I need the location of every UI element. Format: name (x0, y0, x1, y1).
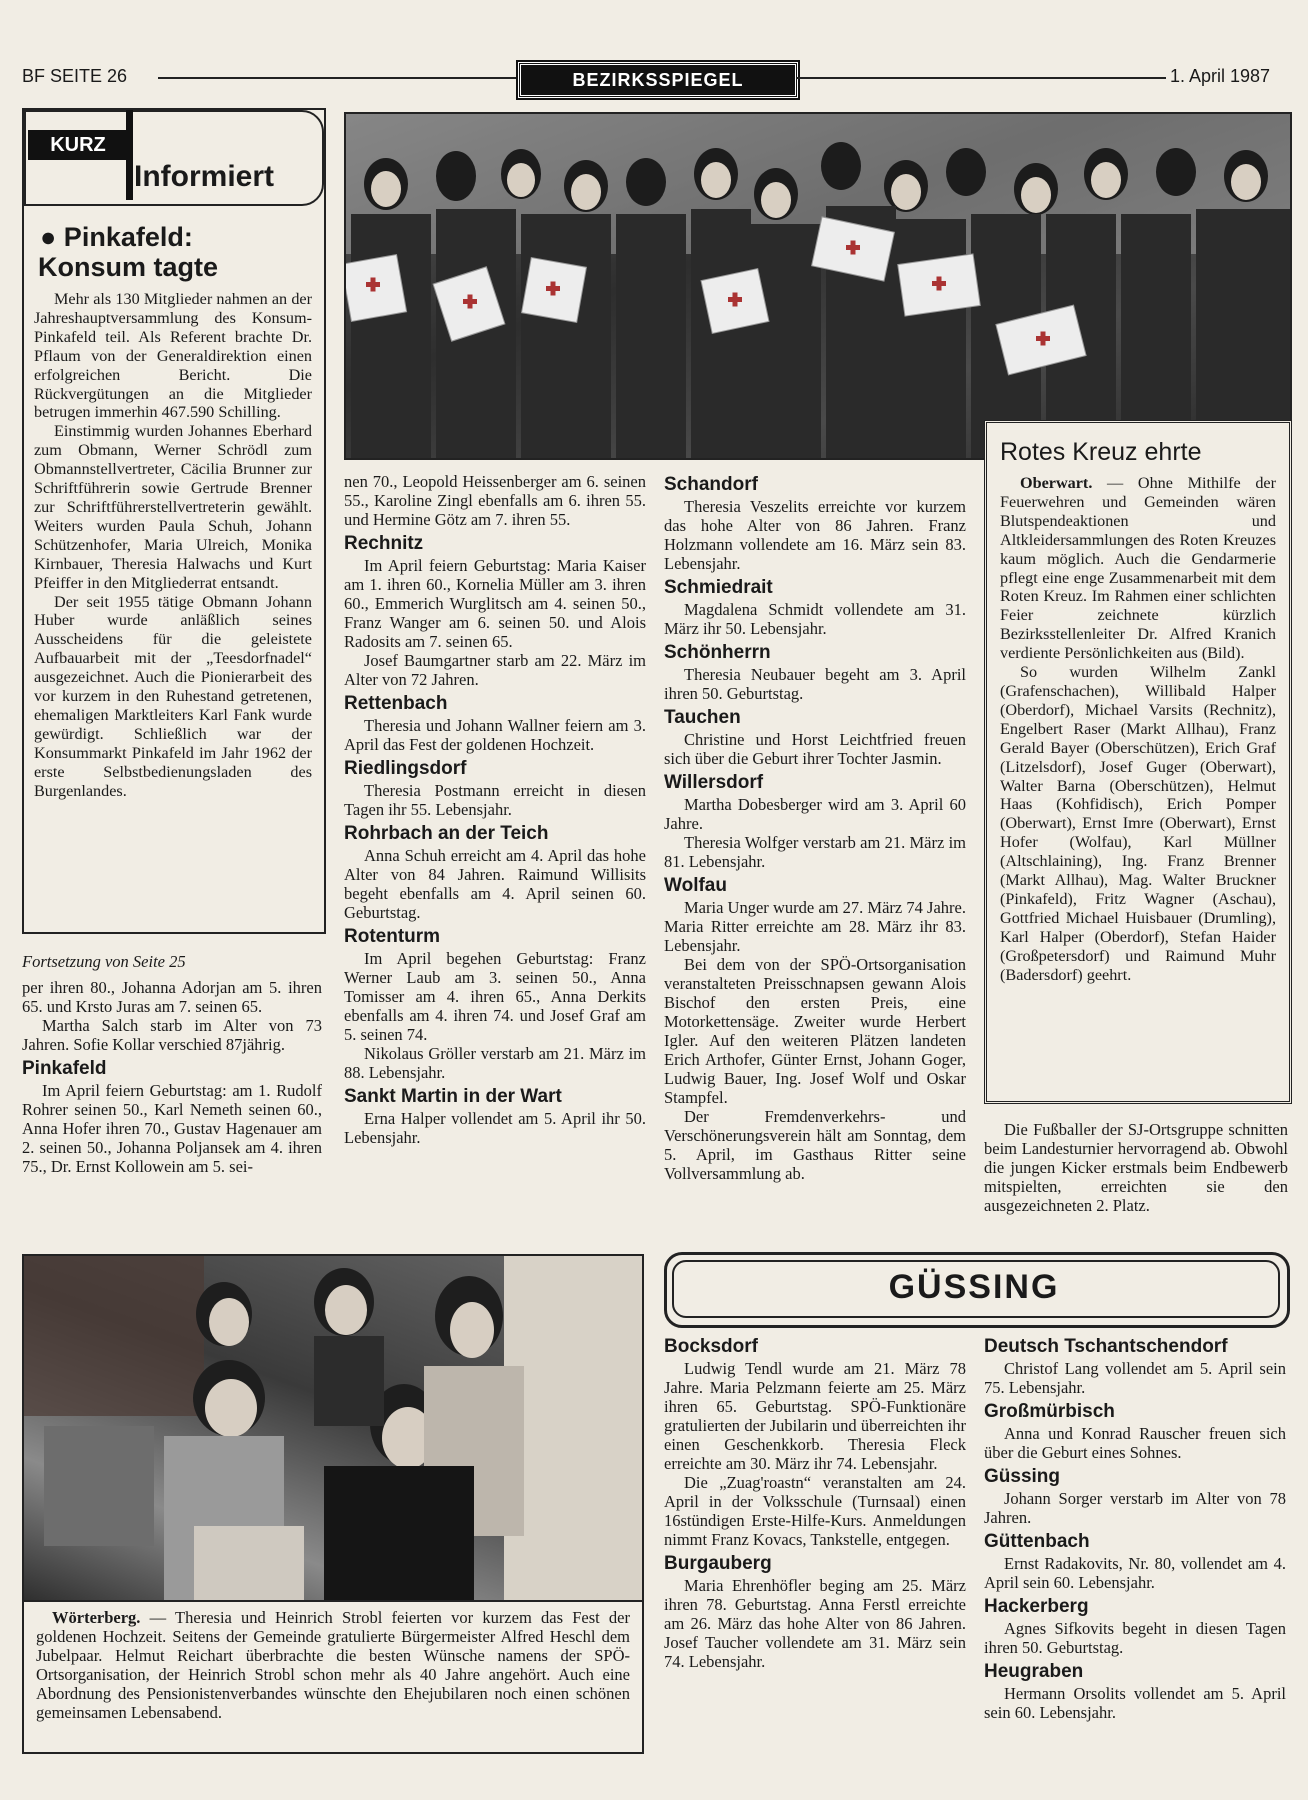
col1-para-3: Im April feiern Geburtstag: am 1. Rudolf Rohrer seinen 50., Karl Nemeth seinen 60., Anna Hofer ihren 70., Gustav Hagenauer am 2. seinen 50., Johanna Poljansek am 4. ihren 75., Dr. Ernst Kollowein am 5. sei- (22, 1081, 322, 1176)
header-rule-left (158, 77, 518, 79)
gl-para-1: Ludwig Tendl wurde am 21. März 78 Jahre. Maria Pelzmann feierte am 25. März ihren 65. Geburtstag. SPÖ-Funktionäre gratulierten der Jubilarin und überreichten ihr einen Geschenkkorb. Theresia Fleck erreichte am 30. März ihr 74. Lebensjahr. (664, 1359, 966, 1473)
section-title-text: BEZIRKSSPIEGEL (572, 70, 744, 90)
heading-wolfau: Wolfau (664, 875, 727, 896)
kurz-divider (126, 110, 133, 200)
heading-burgauberg: Burgauberg (664, 1553, 772, 1574)
section-title (518, 62, 798, 98)
col1-continued (22, 978, 322, 1176)
kurz-para-2: Einstimmig wurden Johannes Eberhard zum Obmann, Werner Schrödl zum Obmannstellvertreter, Cäcilia Brunner zur Schriftführerin sowie Gertrude Brenner zur Schriftführerstellvertreterin gewählt. Weiters wurden Paula Schuh, Johann Schützenhofer, Maria Ulreich, Monika Kirnbauer, Theresia Halwachs und Kurt Pfeiffer in den Mitgliederrat entsandt. (34, 422, 312, 592)
heading-bocksdorf: Bocksdorf (664, 1336, 758, 1357)
gl-para-3: Maria Ehrenhöfler beging am 25. März ihren 78. Geburtstag. Anna Ferstl erreichte am 26. März das hohe Alter von 86 Jahren. Josef Taucher vollendete am 31. März sein 74. Lebensjahr. (664, 1576, 966, 1671)
heading-sankt-martin: Sankt Martin in der Wart (344, 1086, 562, 1107)
col3-para-6: Theresia Wolfger verstarb am 21. März im 81. Lebensjahr. (664, 833, 966, 871)
col3-para-8: Bei dem von der SPÖ-Ortsorganisation veranstalteten Preisschnapsen gewann Alois Bischof den ersten Preis, eine Motorkettensäge. Zweiter wurde Herbert Igler. Auf den weiteren Plätzen landeten Erich Arthofer, Günter Ernst, Johann Goger, Ludwig Bauer, Ing. Josef Wolf und Oskar Stampfel. (664, 955, 966, 1107)
rotes-kreuz-body (1000, 474, 1276, 984)
col2-para-0: nen 70., Leopold Heissenberger am 6. seinen 55., Karoline Zingl ebenfalls am 6. ihren 55. und Hermine Götz am 7. ihren 55. (344, 472, 646, 529)
family-photo-graphic (24, 1256, 642, 1600)
gr-para-1: Christof Lang vollendet am 5. April sein 75. Lebensjahr. (984, 1359, 1286, 1397)
rotes-lead: Oberwart. (1020, 474, 1093, 492)
heading-schandorf: Schandorf (664, 474, 758, 495)
kurz-badge-text: KURZ (50, 134, 106, 156)
heading-heugraben: Heugraben (984, 1661, 1084, 1682)
heading-willersdorf: Willersdorf (664, 772, 764, 793)
page-number: BF SEITE 26 (22, 66, 128, 86)
kurz-para-1: Mehr als 130 Mitglieder nahmen an der Jahreshauptversammlung des Konsum-Pinkafeld teil. Als Referent brachte Dr. Pflaum von der Generaldirektion einen erfolgreichen Bericht. Die Rückvergütungen an die Mitglieder betrugen immerhin 467.590 Schilling. (34, 290, 312, 422)
rotes-para-1-text: — Ohne Mithilfe der Feuerwehren und Gemeinden wären Blutspendeaktionen und Altkleidersammlungen des Roten Kreuzes kaum möglich. Auch die Gendarmerie pflegt eine enge Zusammenarbeit mit dem Roten Kreuz. Im Rahmen einer schlichten Feier zeichnete kürzlich Bezirksstellenleiter Dr. Alfred Kranich verdiente Persönlichkeiten aus (Bild). (1000, 474, 1276, 663)
heading-schoenherrn: Schönherrn (664, 642, 771, 663)
rotes-kreuz-title: Rotes Kreuz ehrte (1000, 438, 1202, 466)
heading-guessing: Güssing (984, 1466, 1061, 1487)
col2-para-3: Theresia und Johann Wallner feiern am 3. April das Fest der goldenen Hochzeit. (344, 716, 646, 754)
caption-text: — Theresia und Heinrich Strobl feierten vor kurzem das Fest der goldenen Hochzeit. Seitens der Gemeinde gratulierte Bürgermeister Alfred Heschl dem Jubelpaar. Helmut Reichart überbrachte die besten Wünsche namens der SPÖ-Ortsorganisation, der Heinrich Strobl schon mehr als 40 Jahre angehört. Auch eine Abordnung des Pensionistenverbandes wünschte den Ehejubilaren noch einen schönen gemeinsamen Lebensabend. (36, 1608, 630, 1722)
guessing-title: GÜSSING (888, 1268, 1060, 1306)
heading-rotenturm: Rotenturm (344, 926, 441, 947)
rotes-kreuz-photo (344, 112, 1292, 460)
caption-lead: Wörterberg. (52, 1608, 141, 1627)
kurz-headline-2: Konsum tagte (38, 252, 219, 282)
heading-hackerberg: Hackerberg (984, 1596, 1089, 1617)
heading-rettenbach: Rettenbach (344, 693, 448, 714)
col3-para-4: Christine und Horst Leichtfried freuen sich über die Geburt ihrer Tochter Jasmin. (664, 730, 966, 768)
group-photo-graphic (346, 114, 1290, 458)
gr-para-5: Agnes Sifkovits begeht in diesen Tagen ihren 50. Geburtstag. (984, 1619, 1286, 1657)
col1-para-1: per ihren 80., Johanna Adorjan am 5. ihren 65. und Krsto Juras am 7. seinen 65. (22, 978, 322, 1016)
kurz-headline-1: ● Pinkafeld: (40, 222, 193, 252)
col3-para-3: Theresia Neubauer begeht am 3. April ihren 50. Geburtstag. (664, 665, 966, 703)
kurz-title: Informiert (134, 160, 275, 193)
header-rule-right (796, 77, 1166, 79)
col2-para-2: Josef Baumgartner starb am 22. März im Alter von 72 Jahren. (344, 651, 646, 689)
fortsetzung: Fortsetzung von Seite 25 (22, 952, 186, 971)
gr-para-6: Hermann Orsolits vollendet am 5. April sein 60. Lebensjahr. (984, 1684, 1286, 1722)
issue-date: 1. April 1987 (1170, 66, 1271, 86)
woerterberg-photo (22, 1254, 644, 1602)
fussball-note (984, 1120, 1288, 1215)
col3-para-1: Theresia Veszelits erreichte vor kurzem das hohe Alter von 86 Jahren. Franz Holzmann vollendete am 16. März sein 83. Lebensjahr. (664, 497, 966, 573)
col2-para-6: Im April begehen Geburtstag: Franz Werner Laub am 3. seinen 50., Anna Tomisser am 4. ihren 65., Anna Derkits ebenfalls am 4. ihren 74. und Josef Graf am 5. seinen 74. (344, 949, 646, 1044)
heading-deutsch-tschantschendorf: Deutsch Tschantschendorf (984, 1336, 1228, 1357)
col2-para-8: Erna Halper vollendet am 5. April ihr 50. Lebensjahr. (344, 1109, 646, 1147)
column-3 (664, 470, 966, 1183)
kurz-badge (28, 130, 128, 160)
col3-para-2: Magdalena Schmidt vollendete am 31. März ihr 50. Lebensjahr. (664, 600, 966, 638)
col2-para-7: Nikolaus Gröller verstarb am 21. März im 88. Lebensjahr. (344, 1044, 646, 1082)
heading-guettenbach: Güttenbach (984, 1531, 1090, 1552)
woerterberg-caption (36, 1608, 630, 1722)
gr-para-2: Anna und Konrad Rauscher freuen sich über die Geburt eines Sohnes. (984, 1424, 1286, 1462)
kurz-body (34, 290, 312, 800)
heading-tauchen: Tauchen (664, 707, 741, 728)
col1-para-2: Martha Salch starb im Alter von 73 Jahren. Sofie Kollar verschied 87jährig. (22, 1016, 322, 1054)
col3-para-9: Der Fremdenverkehrs- und Verschönerungsverein hält am Sonntag, dem 5. April, im Gasthaus Ritter seine Vollversammlung ab. (664, 1107, 966, 1183)
fussball-para: Die Fußballer der SJ-Ortsgruppe schnitten beim Landesturnier hervorragend ab. Obwohl die jungen Kicker erstmals beim Endbewerb mitspielten, erreichten sie den ausgezeichneten 2. Platz. (984, 1120, 1288, 1215)
kurz-para-3: Der seit 1955 tätige Obmann Johann Huber wurde anläßlich seines Ausscheidens für die geleistete Aufbauarbeit mit der „Teesdorfnadel“ ausgezeichnet. Auch die Pionierarbeit des vor kurzem in den Ruhestand getretenen, ehemaligen Marktleiters Karl Fank wurde gewürdigt. Schließlich war der Konsummarkt Pinkafeld im Jahr 1962 der erste Selbstbedienungsladen des Burgenlandes. (34, 592, 312, 800)
heading-schmiedrait: Schmiedrait (664, 577, 773, 598)
col2-para-4: Theresia Postmann erreicht in diesen Tagen ihr 55. Lebensjahr. (344, 781, 646, 819)
rotes-para-1 (1000, 474, 1276, 663)
heading-riedlingsdorf: Riedlingsdorf (344, 758, 467, 779)
rotes-para-2: So wurden Wilhelm Zankl (Grafenschachen), Willibald Halper (Oberdorf), Michael Varsits (Rechnitz), Engelbert Raser (Markt Allhau), Franz Gerald Bayer (Oberschützen), Erich Graf (Litzelsdorf), Josef Guger (Oberwart), Walter Barna (Oberschützen), Helmut Haas (Kohfidisch), Erich Pomper (Oberwart), Ernst Imre (Oberwart), Ernst Hofer (Wolfau), Karl Müllner (Altschlaining), Ing. Franz Brenner (Markt Allhau), Mag. Walter Bruckner (Pinkafeld), Fritz Wagner (Aschau), Gottfried Michael Huisbauer (Drumling), Karl Halper (Oberdorf), Stefan Haider (Großpetersdorf) und Raimund Muhr (Badersdorf) geehrt. (1000, 663, 1276, 984)
gl-para-2: Die „Zuag'roastn“ veranstalten am 24. April in der Volksschule (Turnsaal) einen 16stündigen Erste-Hilfe-Kurs. Anmeldungen nimmt Franz Kovacs, Tankstelle, entgegen. (664, 1473, 966, 1549)
guessing-col-right (984, 1332, 1286, 1722)
col3-para-7: Maria Unger wurde am 27. März 74 Jahre. Maria Ritter erreichte am 28. März ihr 83. Lebensjahr. (664, 898, 966, 955)
col2-para-5: Anna Schuh erreicht am 4. April das hohe Alter von 84 Jahren. Raimund Willisits begeht ebenfalls am 4. April seinen 60. Geburtstag. (344, 846, 646, 922)
heading-pinkafeld: Pinkafeld (22, 1058, 107, 1079)
gr-para-3: Johann Sorger verstarb im Alter von 78 Jahren. (984, 1489, 1286, 1527)
gr-para-4: Ernst Radakovits, Nr. 80, vollendet am 4. April sein 60. Lebensjahr. (984, 1554, 1286, 1592)
heading-rechnitz: Rechnitz (344, 533, 424, 554)
heading-grossmuerbisch: Großmürbisch (984, 1401, 1115, 1422)
heading-rohrbach: Rohrbach an der Teich (344, 823, 549, 844)
col2-para-1: Im April feiern Geburtstag: Maria Kaiser am 1. ihren 60., Kornelia Müller am 3. ihren 60., Emmerich Wurglitsch am 4. seinen 50., Franz Wanger am 6. seinen 50. und Alois Radosits am 7. seinen 65. (344, 556, 646, 651)
column-2 (344, 472, 646, 1147)
guessing-col-left (664, 1332, 966, 1671)
col3-para-5: Martha Dobesberger wird am 3. April 60 Jahre. (664, 795, 966, 833)
